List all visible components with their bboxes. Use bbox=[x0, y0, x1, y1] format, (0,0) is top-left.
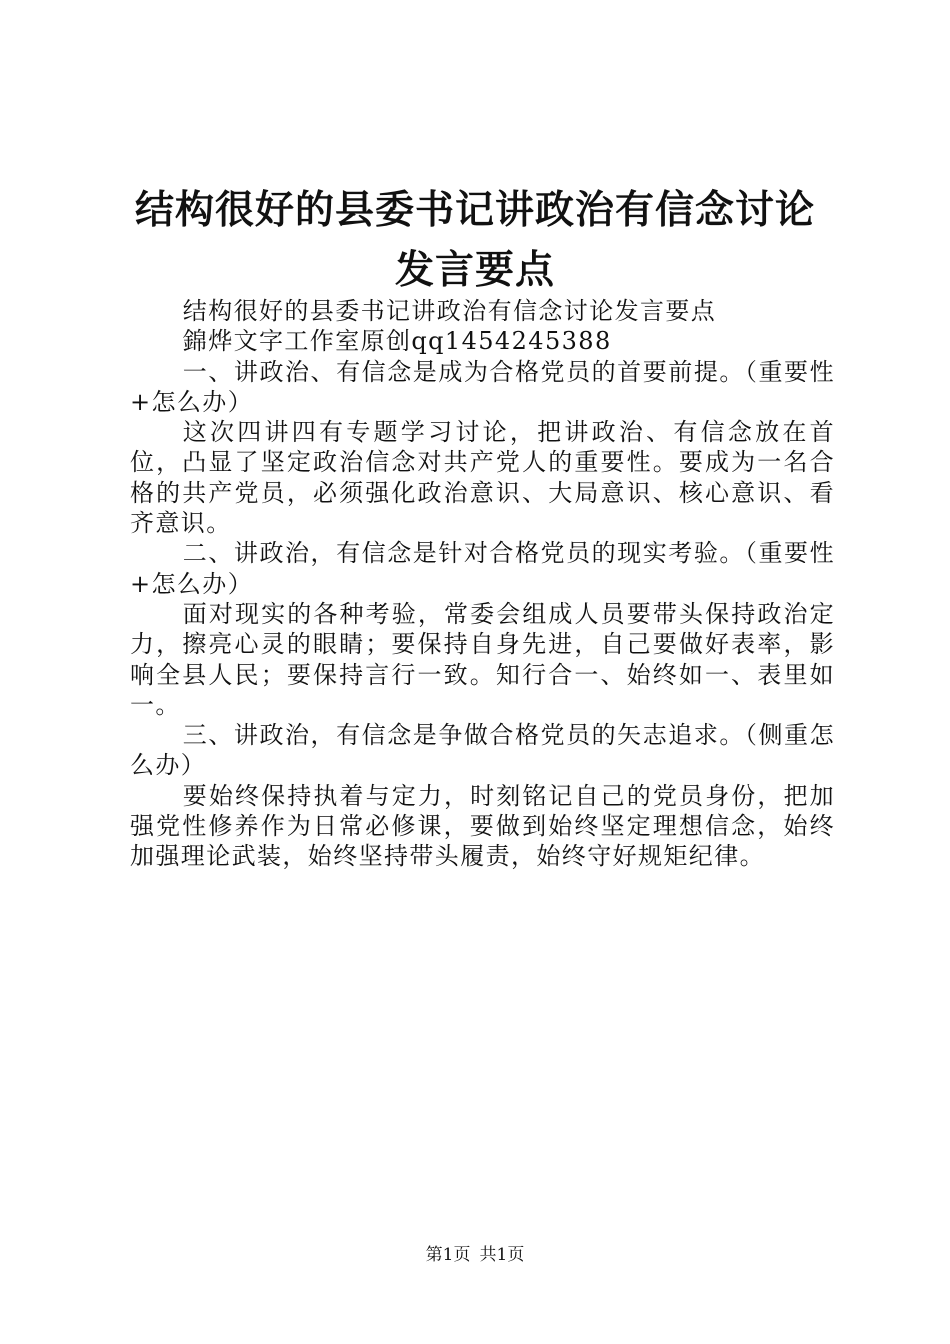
paragraph-body-3: 要始终保持执着与定力，时刻铭记自己的党员身份，把加强党性修养作为日常必修课，要做到始终坚定理想信念，始终加强理论武装，始终坚持带头履责，始终守好规矩纪律。 bbox=[130, 781, 835, 871]
page-number: 第1页 bbox=[425, 1245, 471, 1265]
page-footer bbox=[0, 1243, 950, 1267]
paragraph-heading-2: 二、讲政治，有信念是针对合格党员的现实考验。（重要性+怎么办） bbox=[130, 539, 835, 598]
paragraph-subtitle: 结构很好的县委书记讲政治有信念讨论发言要点 bbox=[182, 297, 717, 325]
paragraph-heading-3: 三、讲政治，有信念是争做合格党员的矢志追求。（侧重怎么办） bbox=[130, 721, 835, 780]
paragraph-body-2: 面对现实的各种考验，常委会组成人员要带头保持政治定力，擦亮心灵的眼睛；要保持自身先进，自己要做好表率，影响全县人民；要保持言行一致。知行合一、始终如一、表里如一。 bbox=[130, 599, 835, 719]
paragraph-heading-1: 一、讲政治、有信念是成为合格党员的首要前提。（重要性+怎么办） bbox=[130, 357, 835, 416]
document-body bbox=[130, 296, 835, 872]
page-total: 共1页 bbox=[479, 1245, 525, 1265]
paragraph-body-1: 这次四讲四有专题学习讨论，把讲政治、有信念放在首位，凸显了坚定政治信念对共产党人的重要性。要成为一名合格的共产党员，必须强化政治意识、大局意识、核心意识、看齐意识。 bbox=[130, 418, 835, 538]
paragraph-credit: 錦烨文字工作室原创qq1454245388 bbox=[182, 327, 612, 356]
document-title: 结构很好的县委书记讲政治有信念讨论发言要点 bbox=[134, 187, 815, 293]
